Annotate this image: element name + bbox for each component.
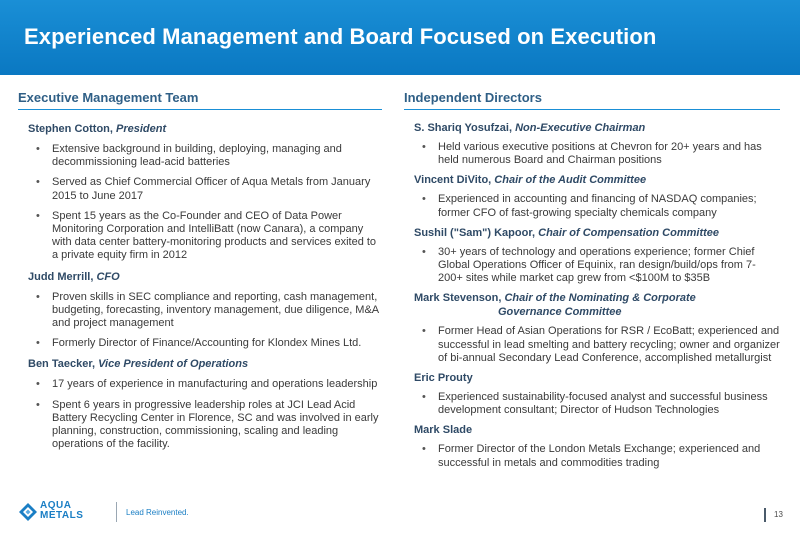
bullet-item: • Proven skills in SEC compliance and reporting, cash management, budgeting, forecasting, inventory management, due diligence, M&A and project management — [28, 291, 382, 331]
person-mark-stevenson — [414, 291, 780, 365]
bullet-item: • Formerly Director of Finance/Accounting for Klondex Mines Ltd. — [28, 337, 382, 350]
person-name: Sushil ("Sam") Kapoor, — [414, 226, 536, 239]
bullet-item: • 17 years of experience in manufacturing and operations leadership — [28, 378, 382, 391]
executive-management-heading: Executive Management Team — [18, 90, 382, 110]
page-number-bar — [764, 508, 766, 522]
independent-directors-heading: Independent Directors — [404, 90, 780, 110]
person-name: S. Shariq Yosufzai, — [414, 122, 513, 134]
person-stephen-cotton — [28, 122, 382, 263]
person-name: Mark Slade — [414, 424, 473, 437]
person-vincent-divito — [414, 173, 780, 219]
bullet-item: • Experienced in accounting and financing of NASDAQ companies; former CFO of fast-growing specialty chemicals company — [414, 193, 780, 219]
person-title: President — [116, 123, 167, 135]
bullet-item: • Spent 6 years in progressive leadership roles at JCI Lead Acid Battery Recycling Center in Florence, SC and was involved in early planning, construction, commissioning, scaling and leading operations of the facility. — [28, 399, 382, 452]
person-ben-taecker — [28, 357, 382, 451]
tagline: Lead Reinvented. — [126, 508, 189, 517]
executive-management-column — [18, 90, 382, 458]
person-mark-slade — [414, 423, 780, 469]
independent-directors-column — [404, 90, 780, 476]
person-name: Vincent DiVito, — [414, 174, 492, 187]
person-shariq-yosufzai — [414, 121, 780, 167]
person-name: Ben Taecker, — [28, 358, 96, 371]
person-title: Vice President of Operations — [98, 358, 249, 371]
page-title: Experienced Management and Board Focused on Execution — [24, 24, 657, 49]
aqua-metals-logo — [18, 500, 208, 526]
bullet-item: • Served as Chief Commercial Officer of Aqua Metals from January 2015 to June 2017 — [28, 176, 382, 202]
person-title-line2: Governance Committee — [498, 306, 622, 319]
person-title: Chair of the Nominating & Corporate — [504, 292, 696, 305]
person-title: CFO — [96, 270, 120, 283]
person-judd-merrill — [28, 270, 382, 351]
bullet-item: • 30+ years of technology and operations experience; former Chief Global Operations Officer of Equinix, ran design/build/ops from 7-200+ sites while market cap grew from <$100M to $35B — [414, 246, 780, 286]
bullet-item: • Spent 15 years as the Co-Founder and CEO of Data Power Monitoring Corporation and IntelliBatt (now Canara), a company with data center battery-monitoring products and services exited to a private equity firm in 2012 — [28, 210, 382, 263]
header-banner — [0, 0, 800, 75]
person-name: Stephen Cotton, — [28, 123, 113, 135]
person-name: Eric Prouty — [414, 372, 473, 385]
person-title: Chair of the Audit Committee — [494, 174, 647, 187]
person-name: Mark Stevenson, — [414, 292, 502, 305]
page-number: 13 — [774, 510, 783, 519]
person-eric-prouty — [414, 371, 780, 417]
person-title: Chair of Compensation Committee — [538, 226, 720, 239]
aqua-metals-logo-icon — [18, 502, 38, 522]
logo-divider — [116, 502, 117, 522]
logo-line-2: METALS — [40, 510, 84, 521]
bullet-item: • Extensive background in building, deploying, managing and decommissioning lead-acid batteries — [28, 143, 382, 169]
bullet-item: • Former Director of the London Metals Exchange; experienced and successful in metals and commodities trading — [414, 443, 780, 469]
bullet-item: • Experienced sustainability-focused analyst and successful business development consultant; Director of Hudson Technologies — [414, 391, 780, 417]
bullet-item: • Held various executive positions at Chevron for 20+ years and has held numerous Board and Chairman positions — [414, 141, 780, 167]
person-sushil-kapoor — [414, 226, 780, 286]
person-name: Judd Merrill, — [28, 270, 94, 283]
bullet-item: • Former Head of Asian Operations for RSR / EcoBatt; experienced and successful in lead smelting and battery recycling; owner and organizer of bi-annual Secondary Lead Conference, accomplished metallurgist — [414, 325, 780, 365]
person-title: Non-Executive Chairman — [515, 122, 646, 134]
logo-line-1: AQUA — [40, 500, 72, 511]
